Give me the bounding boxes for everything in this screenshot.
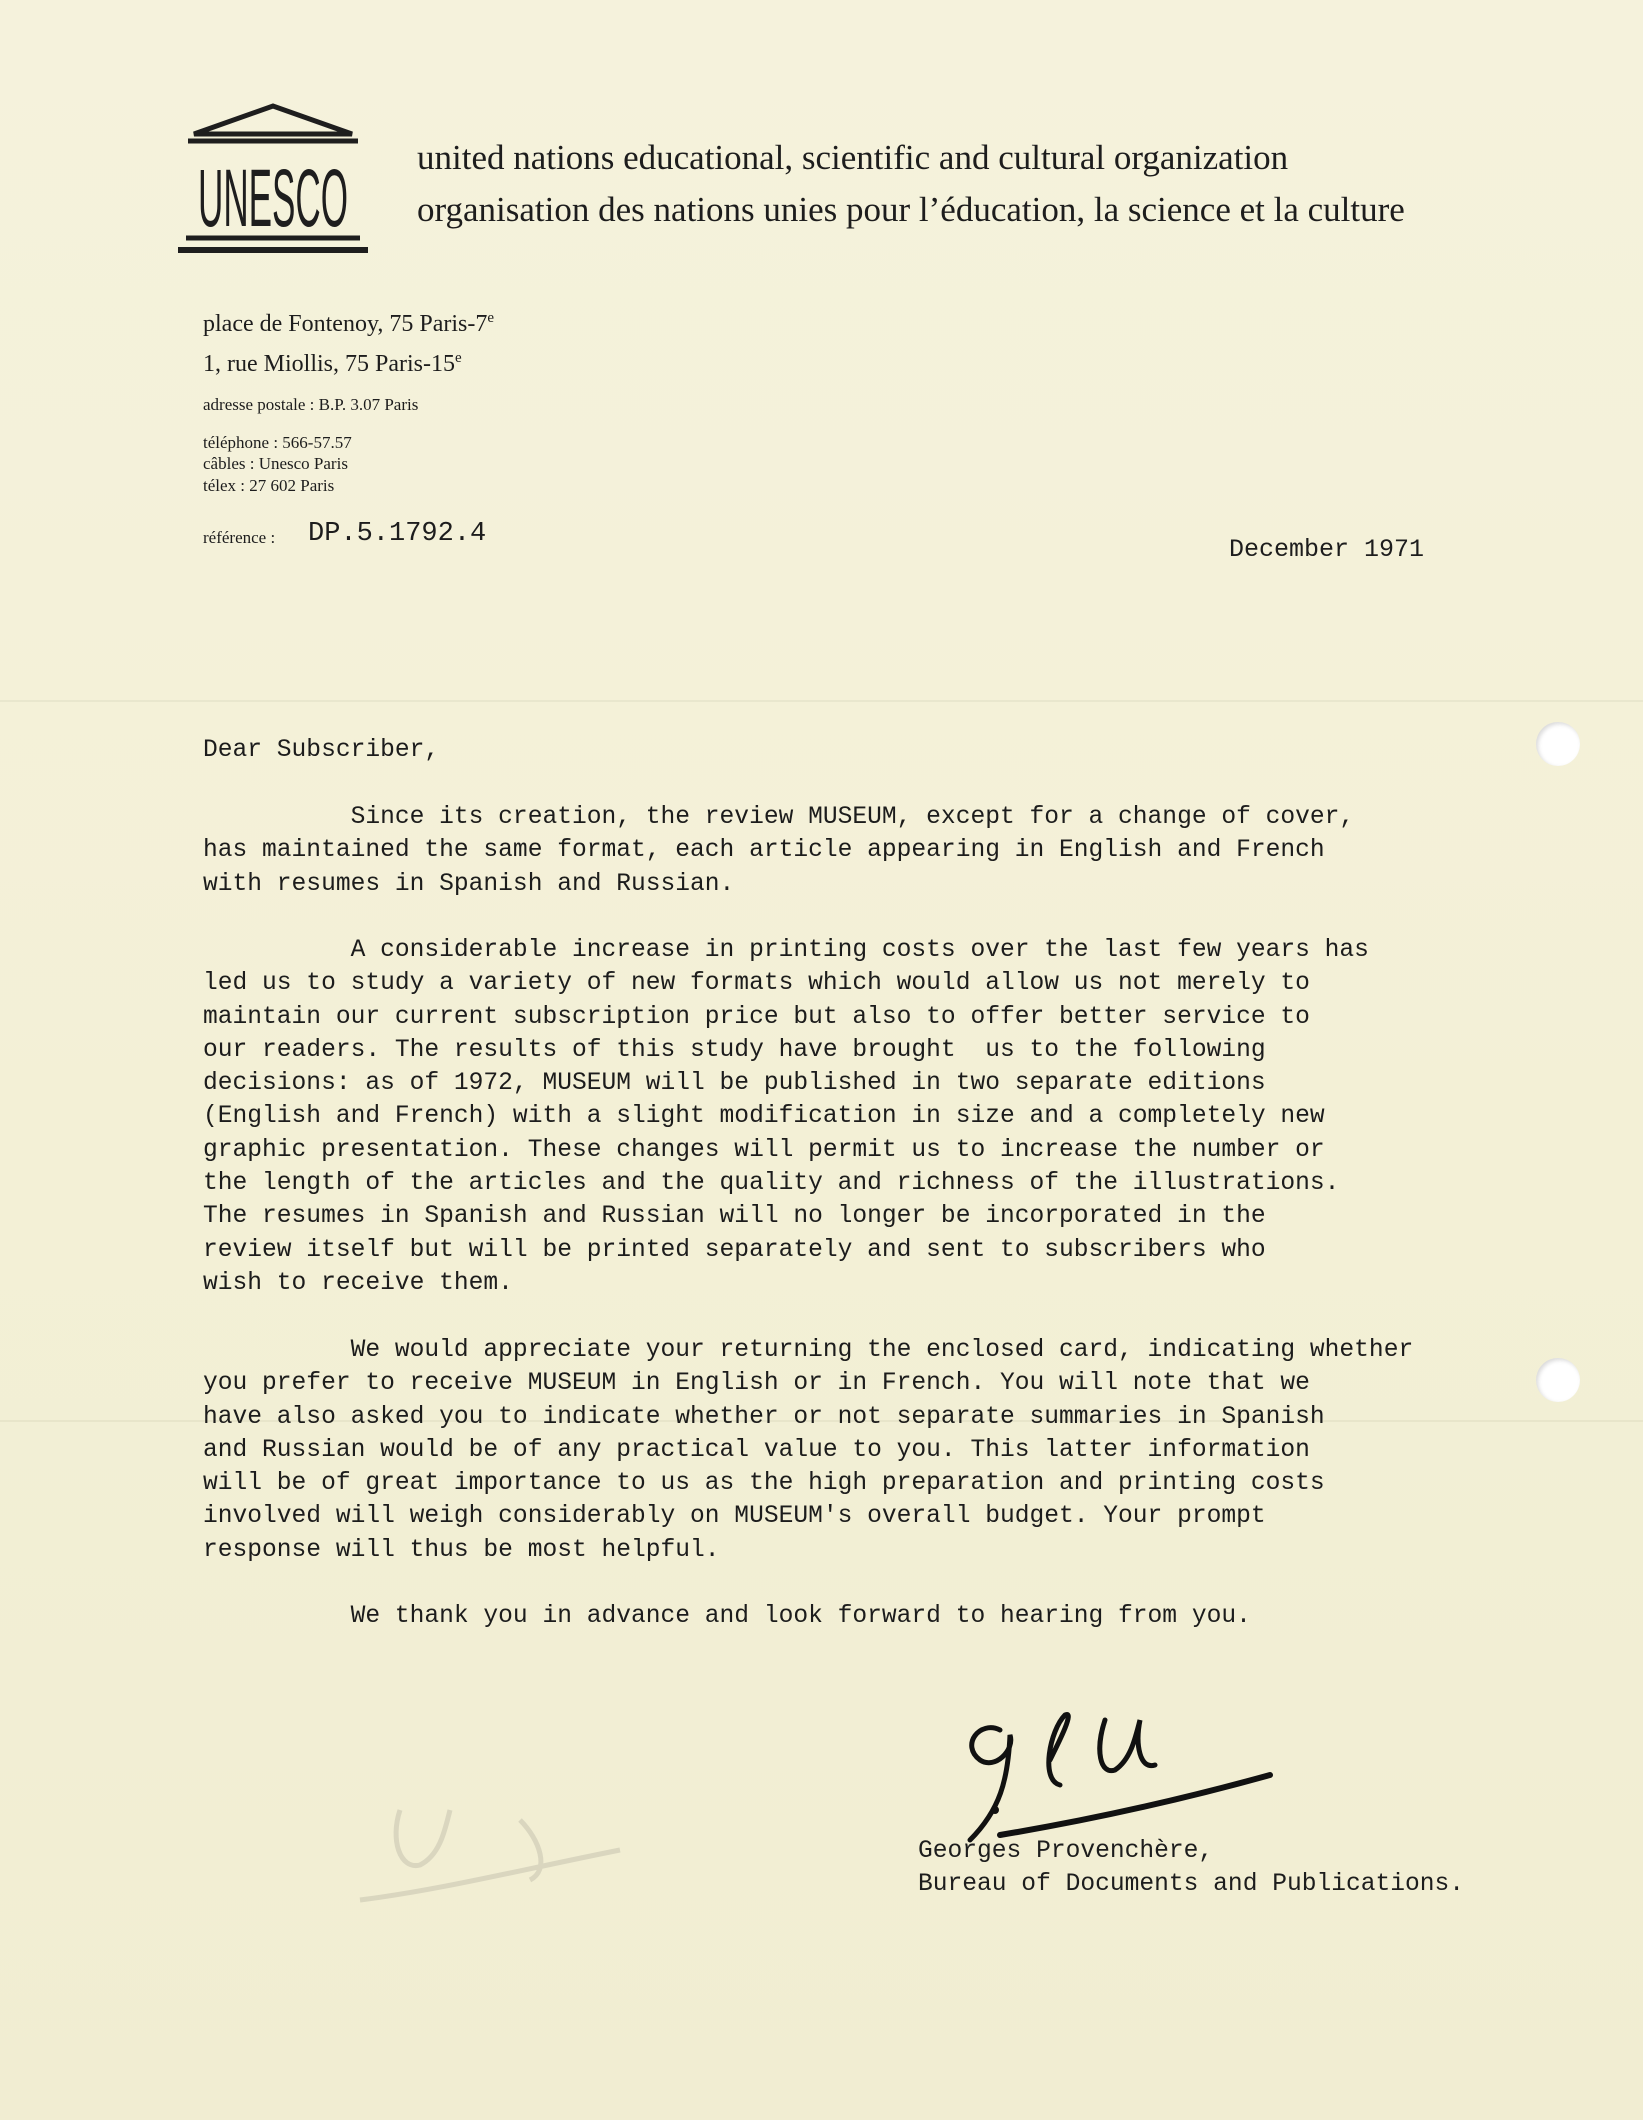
reference-value: DP.5.1792.4 xyxy=(308,519,487,549)
paragraph-3: We would appreciate your returning the enclosed card, indicating whether you prefer to receive MUSEUM in English or in French. You will note that we have also asked you to indicate whether or not separate summaries in Spanish and Russian would be of any practical value to you. This latter information will be of great importance to us as the high preparation and printing costs involved will weigh considerably on MUSEUM's overall budget. Your prompt response will thus be most helpful. xyxy=(203,1337,1414,1564)
paragraph-1: Since its creation, the review MUSEUM, except for a change of cover, has maintained the same format, each article appearing in English and French with resumes in Spanish and Russian. xyxy=(203,804,1355,898)
punch-hole xyxy=(1536,722,1580,766)
address-line-2: 1, rue Miollis, 75 Paris-15e xyxy=(203,350,462,377)
telephone: téléphone : 566-57.57 xyxy=(203,433,352,452)
org-name-english: united nations educational, scientific and cultural organization xyxy=(417,138,1289,177)
letter-date: December 1971 xyxy=(1229,535,1425,564)
punch-hole xyxy=(1536,1358,1580,1402)
salutation: Dear Subscriber, xyxy=(203,737,440,764)
org-name-french: organisation des nations unies pour l’éducation, la science et la culture xyxy=(417,190,1405,229)
handwritten-signature xyxy=(940,1690,1280,1850)
cables: câbles : Unesco Paris xyxy=(203,454,348,473)
address-line-1: place de Fontenoy, 75 Paris-7e xyxy=(203,310,495,337)
reference-label: référence : xyxy=(203,528,276,547)
unesco-logo xyxy=(174,104,372,256)
signer-name: Georges Provenchère, xyxy=(918,1838,1214,1865)
paragraph-2: A considerable increase in printing costs over the last few years has led us to study a variety of new formats which would allow us not merely to maintain our current subscription price but also to offer better service to our readers. The results of this study have brought us to the following decisions: as of 1972, MUSEUM will be published in two separate editions (English and French) with a slight modification in size and a completely new graphic presentation. These changes will permit us to increase the number or the length of the articles and the quality and richness of the illustrations. The resumes in Spanish and Russian will no longer be incorporated in the review itself but will be printed separately and sent to subscribers who wish to receive them. xyxy=(203,937,1369,1297)
paragraph-4: We thank you in advance and look forward to hearing from you. xyxy=(203,1603,1251,1630)
postal-address: adresse postale : B.P. 3.07 Paris xyxy=(203,395,419,414)
telex: télex : 27 602 Paris xyxy=(203,476,335,495)
signer-department: Bureau of Documents and Publications. xyxy=(918,1871,1465,1898)
svg-text:UNESCO: UNESCO xyxy=(198,153,348,244)
fold-line xyxy=(0,700,1643,702)
show-through-signature xyxy=(320,1780,640,1930)
